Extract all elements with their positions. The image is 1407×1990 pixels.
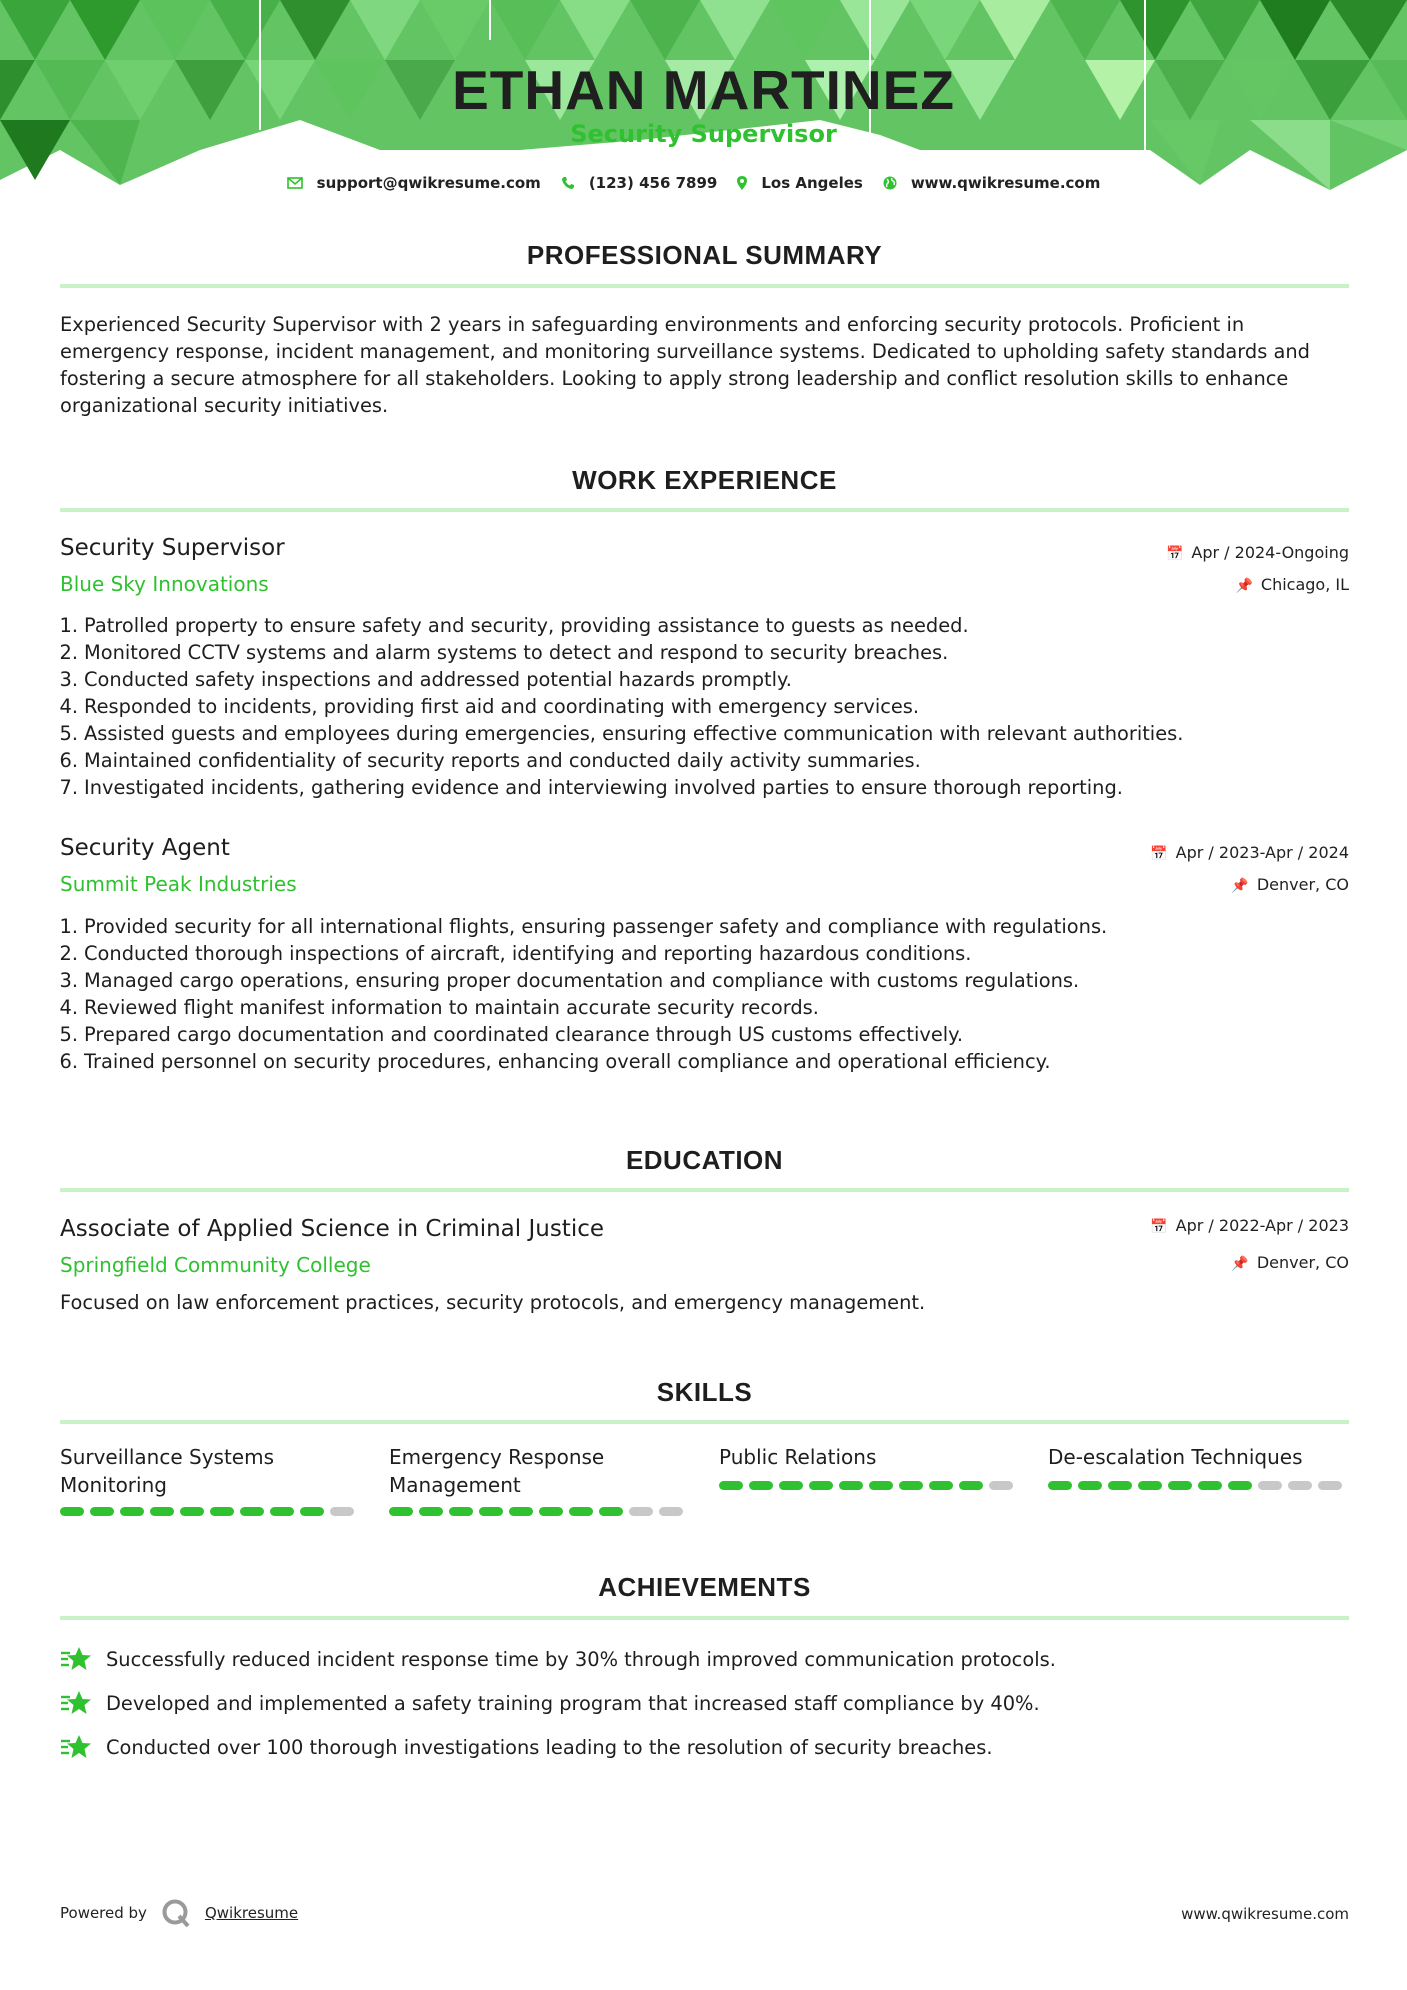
list-item: 5. Assisted guests and employees during emergencies, ensuring effective communication with relevant authorities. xyxy=(59,722,1184,745)
envelope-icon xyxy=(287,177,303,189)
job-location xyxy=(1231,875,1349,894)
skill-level-segment xyxy=(180,1507,204,1516)
list-item: 2. Conducted thorough inspections of aircraft, identifying and reporting hazardous conditions. xyxy=(59,942,972,965)
list-item: 3. Conducted safety inspections and addressed potential hazards promptly. xyxy=(59,668,792,691)
list-item: 1. Provided security for all international flights, ensuring passenger safety and compliance with regulations. xyxy=(59,915,1108,938)
job-dates xyxy=(1150,843,1349,862)
skill-level-segment xyxy=(1198,1481,1222,1490)
calendar-icon: 📅 xyxy=(1150,1219,1168,1235)
skill-level-bar xyxy=(60,1507,360,1516)
job-dates xyxy=(1166,543,1349,562)
job-bullets xyxy=(52,913,1342,1075)
job-location-text: Denver, CO xyxy=(1256,875,1349,894)
education-location-text: Denver, CO xyxy=(1256,1253,1349,1272)
skill-level-segment xyxy=(959,1481,983,1490)
pushpin-icon: 📌 xyxy=(1235,578,1253,594)
section-divider xyxy=(60,1420,1349,1424)
star-icon xyxy=(60,1733,92,1761)
list-item: 7. Investigated incidents, gathering evidence and interviewing involved parties to ensure thorough reporting. xyxy=(59,776,1123,799)
pushpin-icon: 📌 xyxy=(1231,878,1249,894)
skill-level-segment xyxy=(1048,1481,1072,1490)
skill-level-segment xyxy=(150,1507,174,1516)
skill-level-segment xyxy=(419,1507,443,1516)
skill-level-segment xyxy=(1078,1481,1102,1490)
achievement-item xyxy=(60,1645,1349,1673)
skill-level-segment xyxy=(1108,1481,1132,1490)
skill-level-segment xyxy=(479,1507,503,1516)
skill-level-segment xyxy=(210,1507,234,1516)
skill-level-segment xyxy=(749,1481,773,1490)
skill-level-segment xyxy=(989,1481,1013,1490)
footer-website[interactable]: www.qwikresume.com xyxy=(1181,1905,1349,1923)
job-dates-text: Apr / 2024-Ongoing xyxy=(1191,543,1349,562)
skill-level-segment xyxy=(1258,1481,1282,1490)
star-icon xyxy=(60,1645,92,1673)
contact-email[interactable]: support@qwikresume.com xyxy=(316,174,541,192)
skill-level-segment xyxy=(539,1507,563,1516)
contact-phone[interactable]: (123) 456 7899 xyxy=(588,174,718,192)
achievement-item xyxy=(60,1733,1349,1761)
list-item: 1. Patrolled property to ensure safety and security, providing assistance to guests as needed. xyxy=(59,614,969,637)
star-icon xyxy=(60,1689,92,1717)
skill-level-segment xyxy=(629,1507,653,1516)
job-location-text: Chicago, IL xyxy=(1260,575,1349,594)
skill-level-segment xyxy=(509,1507,533,1516)
skill-level-segment xyxy=(1288,1481,1312,1490)
list-item: 4. Reviewed flight manifest information to maintain accurate security records. xyxy=(59,996,819,1019)
education-dates-text: Apr / 2022-Apr / 2023 xyxy=(1175,1216,1349,1235)
section-title-summary: PROFESSIONAL SUMMARY xyxy=(526,240,883,270)
skill-level-segment xyxy=(569,1507,593,1516)
phone-icon xyxy=(561,176,575,190)
education-location xyxy=(1231,1253,1349,1272)
skill-level-segment xyxy=(1318,1481,1342,1490)
skill-level-segment xyxy=(330,1507,354,1516)
section-divider xyxy=(60,284,1349,288)
skill-name: Emergency Response Management xyxy=(389,1445,605,1497)
skill-item xyxy=(60,1443,360,1516)
achievement-text: Developed and implemented a safety training program that increased staff compliance by 40%. xyxy=(106,1691,1040,1715)
skill-level-bar xyxy=(1048,1481,1348,1490)
calendar-icon: 📅 xyxy=(1165,546,1184,562)
skill-level-segment xyxy=(120,1507,144,1516)
job-company: Blue Sky Innovations xyxy=(60,572,269,596)
skill-level-segment xyxy=(240,1507,264,1516)
section-title-education: EDUCATION xyxy=(625,1145,784,1175)
skill-name: De-escalation Techniques xyxy=(1048,1445,1303,1469)
qwikresume-logo-icon xyxy=(161,1898,191,1928)
skill-name: Surveillance Systems Monitoring xyxy=(60,1445,274,1497)
list-item: 6. Trained personnel on security procedures, enhancing overall compliance and operational efficiency. xyxy=(59,1050,1051,1073)
skill-level-segment xyxy=(389,1507,413,1516)
summary-text: Experienced Security Supervisor with 2 years in safeguarding environments and enforcing security protocols. Proficient in emergency response, incident management, and monitoring surveillance systems. Dedicated to upholding safety standards and fostering a secure atmosphere for all stakeholders. Looking to apply strong leadership and conflict resolution skills to enhance organizational security initiatives. xyxy=(60,313,1310,417)
education-dates xyxy=(1150,1216,1349,1235)
skill-level-segment xyxy=(779,1481,803,1490)
section-title-achievements: ACHIEVEMENTS xyxy=(598,1572,811,1602)
skill-level-segment xyxy=(599,1507,623,1516)
job-location xyxy=(1235,575,1349,594)
contact-location: Los Angeles xyxy=(761,174,863,192)
job-dates-text: Apr / 2023-Apr / 2024 xyxy=(1175,843,1349,862)
skill-level-bar xyxy=(389,1507,689,1516)
job-title: Security Agent xyxy=(60,835,230,861)
skill-item xyxy=(1048,1443,1348,1490)
globe-icon xyxy=(883,176,897,190)
skill-level-segment xyxy=(839,1481,863,1490)
calendar-icon: 📅 xyxy=(1150,846,1168,862)
footer-powered-by xyxy=(60,1898,298,1928)
pushpin-icon: 📌 xyxy=(1231,1256,1249,1272)
achievement-text: Conducted over 100 thorough investigations leading to the resolution of security breaches. xyxy=(106,1735,993,1759)
list-item: 3. Managed cargo operations, ensuring proper documentation and compliance with customs regulations. xyxy=(59,969,1080,992)
section-divider xyxy=(60,1188,1349,1192)
education-school: Springfield Community College xyxy=(60,1253,371,1277)
candidate-role: Security Supervisor xyxy=(570,120,837,148)
job-company: Summit Peak Industries xyxy=(60,872,297,896)
skill-level-segment xyxy=(300,1507,324,1516)
list-item: 6. Maintained confidentiality of security reports and conducted daily activity summaries. xyxy=(59,749,921,772)
map-pin-icon xyxy=(737,176,747,190)
skill-level-segment xyxy=(869,1481,893,1490)
contact-bar xyxy=(0,174,1407,192)
skill-level-segment xyxy=(270,1507,294,1516)
section-title-experience: WORK EXPERIENCE xyxy=(572,465,837,495)
list-item: 5. Prepared cargo documentation and coordinated clearance through US customs effectively. xyxy=(59,1023,964,1046)
skill-level-segment xyxy=(659,1507,683,1516)
contact-website[interactable]: www.qwikresume.com xyxy=(910,174,1101,192)
qwikresume-link[interactable]: Qwikresume xyxy=(204,1904,299,1922)
education-description: Focused on law enforcement practices, security protocols, and emergency management. xyxy=(60,1291,926,1314)
achievement-item xyxy=(60,1689,1349,1717)
powered-by-label: Powered by xyxy=(60,1904,147,1922)
skill-level-segment xyxy=(1138,1481,1162,1490)
skill-level-bar xyxy=(719,1481,1019,1490)
achievement-text: Successfully reduced incident response time by 30% through improved communication protocols. xyxy=(106,1647,1056,1671)
section-title-skills: SKILLS xyxy=(656,1377,753,1407)
list-item: 4. Responded to incidents, providing first aid and coordinating with emergency services. xyxy=(59,695,920,718)
skill-level-segment xyxy=(1168,1481,1192,1490)
skill-name: Public Relations xyxy=(719,1445,877,1469)
skill-item xyxy=(389,1443,689,1516)
skill-item xyxy=(719,1443,1019,1490)
skill-level-segment xyxy=(899,1481,923,1490)
section-divider xyxy=(60,508,1349,512)
skill-level-segment xyxy=(809,1481,833,1490)
skill-level-segment xyxy=(1228,1481,1252,1490)
skill-level-segment xyxy=(449,1507,473,1516)
skill-level-segment xyxy=(719,1481,743,1490)
section-divider xyxy=(60,1616,1349,1620)
education-degree: Associate of Applied Science in Criminal Justice xyxy=(60,1216,605,1242)
skill-level-segment xyxy=(60,1507,84,1516)
job-title: Security Supervisor xyxy=(60,535,285,561)
list-item: 2. Monitored CCTV systems and alarm systems to detect and respond to security breaches. xyxy=(59,641,949,664)
job-bullets xyxy=(52,612,1342,801)
candidate-name: ETHAN MARTINEZ xyxy=(452,59,955,121)
skill-level-segment xyxy=(929,1481,953,1490)
skill-level-segment xyxy=(90,1507,114,1516)
